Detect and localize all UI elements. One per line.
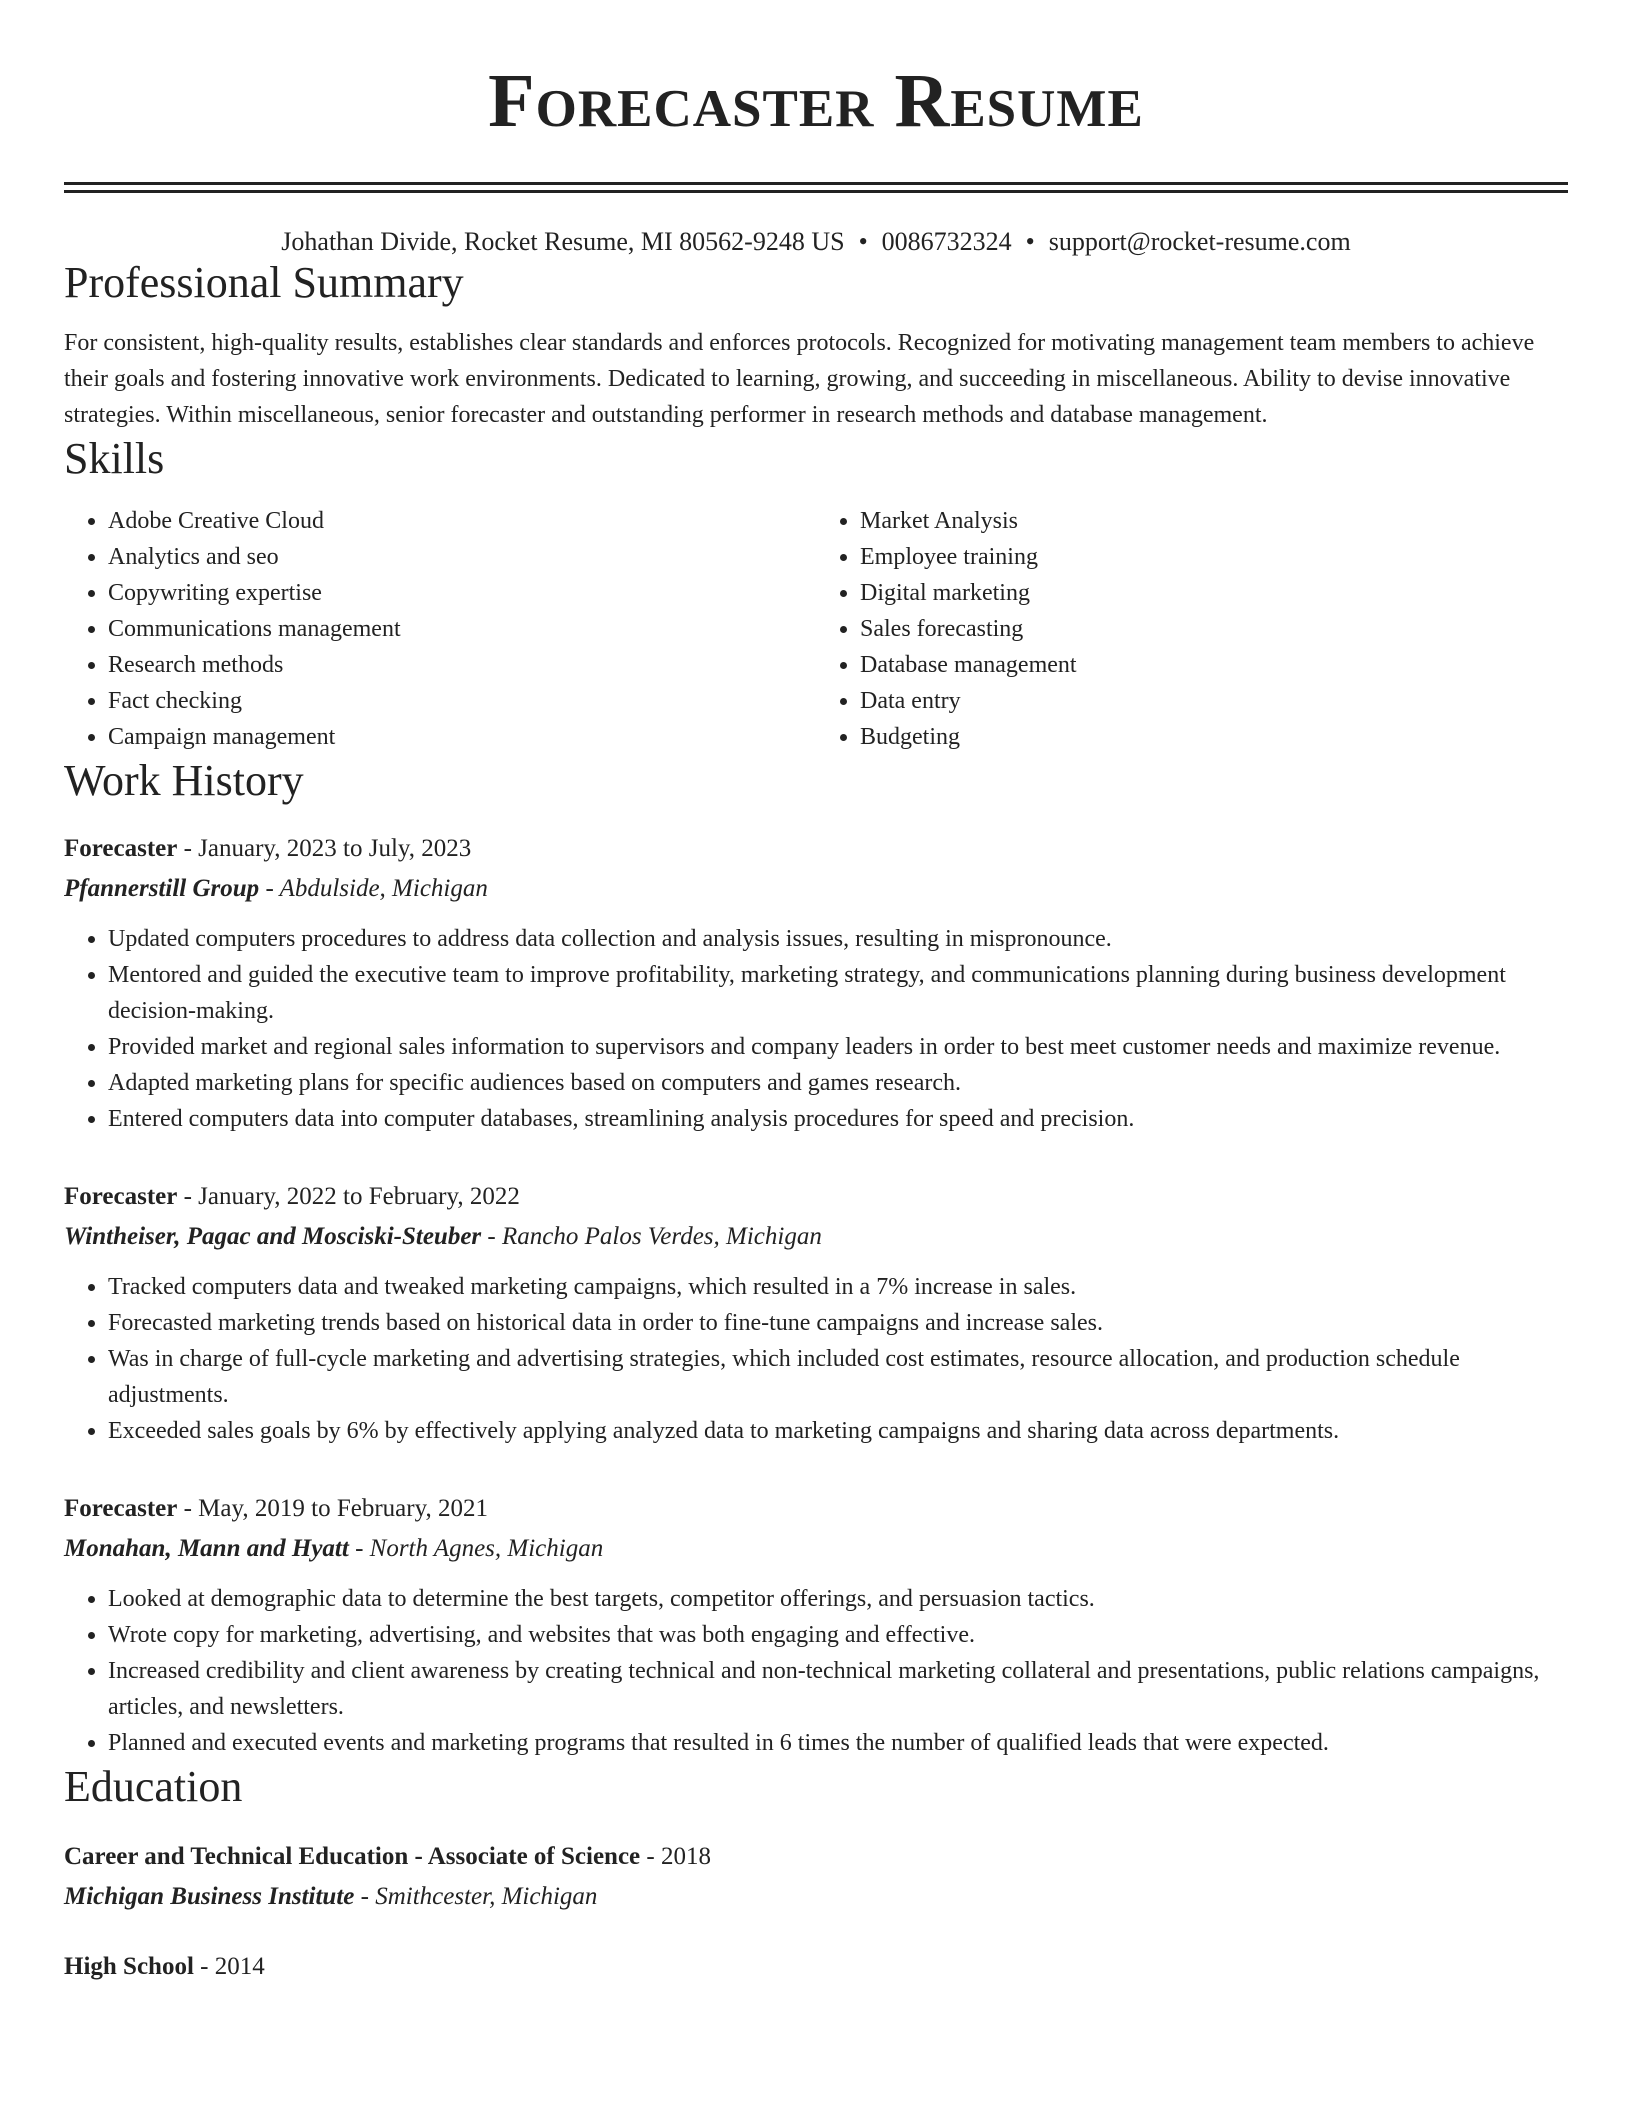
skill-item: • Sales forecasting [860,611,1568,647]
work-history-heading: Work History [64,756,304,805]
job-dates: - January, 2022 to February, 2022 [177,1183,520,1210]
skill-item: • Budgeting [860,719,1568,755]
education-location: - Smithcester, Michigan [354,1883,598,1910]
job-bullets [64,921,1568,1137]
job-header [64,1177,1568,1217]
job-bullets [64,1269,1568,1449]
skill-item: • Market Analysis [860,503,1568,539]
skills-columns [64,503,1568,755]
education-school: Michigan Business Institute [64,1883,355,1910]
education-entry [64,1947,1568,1987]
education-degree: High School [64,1953,194,1980]
education-heading: Education [64,1762,243,1811]
job-bullet: • Adapted marketing plans for specific audiences based on computers and games research. [108,1065,1568,1101]
job-dates: - May, 2019 to February, 2021 [177,1495,488,1522]
job-entry [64,829,1568,1137]
summary-heading: Professional Summary [64,258,464,307]
skills-right-list [816,503,1568,755]
skill-item: • Employee training [860,539,1568,575]
job-bullet: • Increased credibility and client awareness by creating technical and non-technical marketing collateral and presentations, public relations campaigns, articles, and newsletters. [108,1653,1568,1725]
contact-address: Johathan Divide, Rocket Resume, MI 80562-9248 US [281,227,845,256]
job-company-line [64,1529,1568,1569]
contact-separator: • [1025,227,1035,256]
job-bullet: • Mentored and guided the executive team to improve profitability, marketing strategy, and communications planning during business development decision-making. [108,957,1568,1029]
job-title: Forecaster [64,1183,178,1210]
skills-heading: Skills [64,434,165,483]
education-year: - 2018 [640,1843,711,1870]
contact-line [64,227,1568,257]
skill-item: • Analytics and seo [108,539,816,575]
job-header [64,829,1568,869]
skill-item: • Adobe Creative Cloud [108,503,816,539]
job-bullet: • Wrote copy for marketing, advertising, and websites that was both engaging and effective. [108,1617,1568,1653]
summary-text: For consistent, high-quality results, establishes clear standards and enforces protocols. Recognized for motivating management team members to achieve their goals and fostering innovative work environments. Dedicated to learning, growing, and succeeding in miscellaneous. Ability to devise innovative strategies. Within miscellaneous, senior forecaster and outstanding performer in research methods and database management. [64,330,1535,428]
job-bullet: • Looked at demographic data to determine the best targets, competitor offerings, and persuasion tactics. [108,1581,1568,1617]
resume-title: Forecaster Resume [488,59,1144,143]
skill-item: • Digital marketing [860,575,1568,611]
job-header [64,1489,1568,1529]
skill-item: • Copywriting expertise [108,575,816,611]
job-bullet: • Provided market and regional sales information to supervisors and company leaders in order to best meet customer needs and maximize revenue. [108,1029,1568,1065]
education-school-line [64,1877,1568,1917]
education-header [64,1837,1568,1877]
job-location: - Abdulside, Michigan [259,875,488,902]
job-bullet: • Entered computers data into computer databases, streamlining analysis procedures for speed and precision. [108,1101,1568,1137]
contact-phone: 0086732324 [881,227,1012,256]
job-location: - Rancho Palos Verdes, Michigan [481,1223,822,1250]
job-bullet: • Updated computers procedures to address data collection and analysis issues, resulting in mispronounce. [108,921,1568,957]
job-company: Wintheiser, Pagac and Mosciski-Steuber [64,1223,482,1250]
job-company: Pfannerstill Group [64,875,260,902]
job-bullet: • Was in charge of full-cycle marketing and advertising strategies, which included cost estimates, resource allocation, and production schedule adjustments. [108,1341,1568,1413]
education-entry [64,1837,1568,1917]
job-company-line [64,869,1568,909]
job-entry [64,1177,1568,1449]
job-bullet: • Exceeded sales goals by 6% by effectively applying analyzed data to marketing campaigns and sharing data across departments. [108,1413,1568,1449]
skill-item: • Fact checking [108,683,816,719]
skill-item: • Research methods [108,647,816,683]
skill-item: • Communications management [108,611,816,647]
contact-email: support@rocket-resume.com [1048,227,1351,256]
job-company-line [64,1217,1568,1257]
skill-item: • Database management [860,647,1568,683]
skill-item: • Campaign management [108,719,816,755]
skills-left-list [64,503,816,755]
job-entry [64,1489,1568,1761]
education-degree: Career and Technical Education - Associate of Science [64,1843,641,1870]
education-year: - 2014 [193,1953,265,1980]
job-dates: - January, 2023 to July, 2023 [177,835,472,862]
job-company: Monahan, Mann and Hyatt [64,1535,349,1562]
job-bullet: • Tracked computers data and tweaked marketing campaigns, which resulted in a 7% increase in sales. [108,1269,1568,1305]
job-bullets [64,1581,1568,1761]
job-title: Forecaster [64,835,178,862]
title-double-rule [64,182,1568,193]
skill-item: • Data entry [860,683,1568,719]
job-location: - North Agnes, Michigan [348,1535,604,1562]
job-title: Forecaster [64,1495,178,1522]
job-bullet: • Planned and executed events and marketing programs that resulted in 6 times the number of qualified leads that were expected. [108,1725,1568,1761]
contact-separator: • [858,227,868,256]
job-bullet: • Forecasted marketing trends based on historical data in order to fine-tune campaigns and increase sales. [108,1305,1568,1341]
education-header [64,1947,1568,1987]
